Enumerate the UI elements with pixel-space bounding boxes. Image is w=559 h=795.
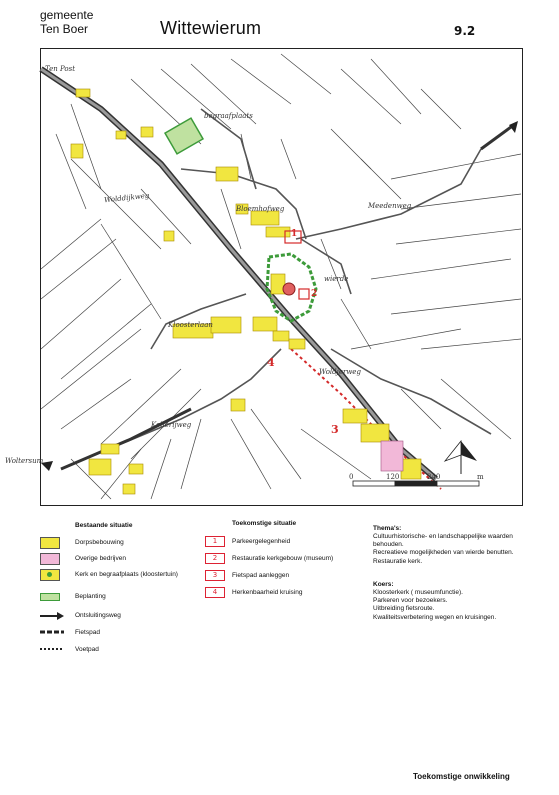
marker-3: 3 [331, 423, 339, 436]
dashed-line-icon [40, 628, 64, 636]
koers-line: Kwaliteitsverbetering wegen en kruisingen. [373, 613, 497, 621]
north-arrow [445, 441, 477, 474]
thema-line: behouden. [373, 541, 404, 549]
legend-item: Fietspad [75, 629, 100, 636]
future-marker-2: 2 [205, 553, 225, 564]
scale-tick-120: 120 [386, 473, 400, 481]
church-swatch-icon [40, 569, 60, 581]
label-woldjerweg: Woldjerweg [319, 368, 361, 376]
municipality-label: gemeente [40, 8, 94, 22]
scale-tick-240: 240 [427, 473, 441, 481]
marker-2: 2 [311, 289, 318, 299]
municipality-name: Ten Boer [40, 22, 89, 36]
church-symbol [283, 283, 295, 295]
legend-item: Ontsluitingsweg [75, 612, 121, 619]
thema-line: Recreatieve mogelijkheden van wierde benutten. [373, 549, 514, 557]
arrowheads [41, 121, 518, 471]
themas-list [373, 533, 555, 566]
legend-item: Kerk en begraafplaats (kloostertuin) [75, 571, 178, 578]
yellow-swatch-icon [40, 537, 60, 549]
green-band-icon [40, 593, 60, 601]
marker-1: 1 [291, 229, 298, 239]
scale-tick-0: 0 [349, 473, 354, 481]
map-frame [5, 48, 523, 506]
koers-line: Kloosterkerk ( museumfunctie). [373, 589, 463, 596]
future-marker-3: 3 [205, 570, 225, 581]
future-marker-1: 1 [205, 536, 225, 547]
koers-line: Uitbreiding fietsroute. [373, 605, 435, 613]
thema-line: Restauratie kerk. [373, 557, 423, 565]
label-meedenweg: Meedenweg [368, 202, 412, 210]
label-ten-post: Ten Post [45, 65, 76, 73]
future-marker-4: 4 [205, 587, 225, 598]
label-woltersum: Woltersum [5, 457, 44, 465]
label-kloosterlaan: Kloosterlaan [168, 321, 213, 329]
thema-line: Cultuurhistorische- en landschappelijke waarden [373, 533, 513, 540]
cemetery [165, 118, 203, 154]
village-buildings [71, 89, 421, 494]
page-title: Wittewierum [160, 18, 262, 38]
pink-swatch-icon [40, 553, 60, 565]
label-wolddijkweg: Wolddijkweg [103, 191, 150, 205]
legend-item: Restauratie kerkgebouw (museum) [232, 555, 334, 562]
legend-item: Voetpad [75, 646, 99, 653]
koers-line: Parkeren voor bezoekers. [373, 597, 448, 605]
legend-heading-toekomstige: Toekomstige situatie [232, 520, 297, 527]
legend-item: Beplanting [75, 593, 106, 600]
label-kollerijweg: Kollerijweg [151, 421, 192, 429]
scale-bar [353, 481, 479, 486]
label-bloemhofweg: Bloemhofweg [236, 205, 285, 213]
koers-heading: Koers: [373, 581, 394, 588]
scale-unit: m [477, 473, 484, 481]
legend-heading-bestaande: Bestaande situatie [75, 522, 133, 529]
label-wierde: wierde [324, 275, 349, 283]
legend-item: Fietspad aanleggen [232, 572, 290, 579]
themas-heading: Thema's: [373, 525, 402, 532]
legend-item: Herkenbaarheid kruising [232, 589, 303, 596]
dotted-line-icon [40, 645, 64, 653]
footer-caption: Toekomstige onwikkeling [413, 772, 510, 781]
legend-item: Parkeergelegenheid [232, 538, 291, 545]
koers-list [373, 589, 555, 622]
company-area [381, 441, 403, 471]
arrow-line-icon [40, 611, 64, 621]
page-number: 9.2 [454, 24, 476, 38]
map-canvas [41, 49, 522, 505]
marker-4: 4 [267, 356, 275, 369]
label-begraafplaats: begraafplaats [204, 112, 253, 120]
legend-item: Overige bedrijven [75, 555, 126, 562]
legend-item: Dorpsbebouwing [75, 539, 124, 546]
